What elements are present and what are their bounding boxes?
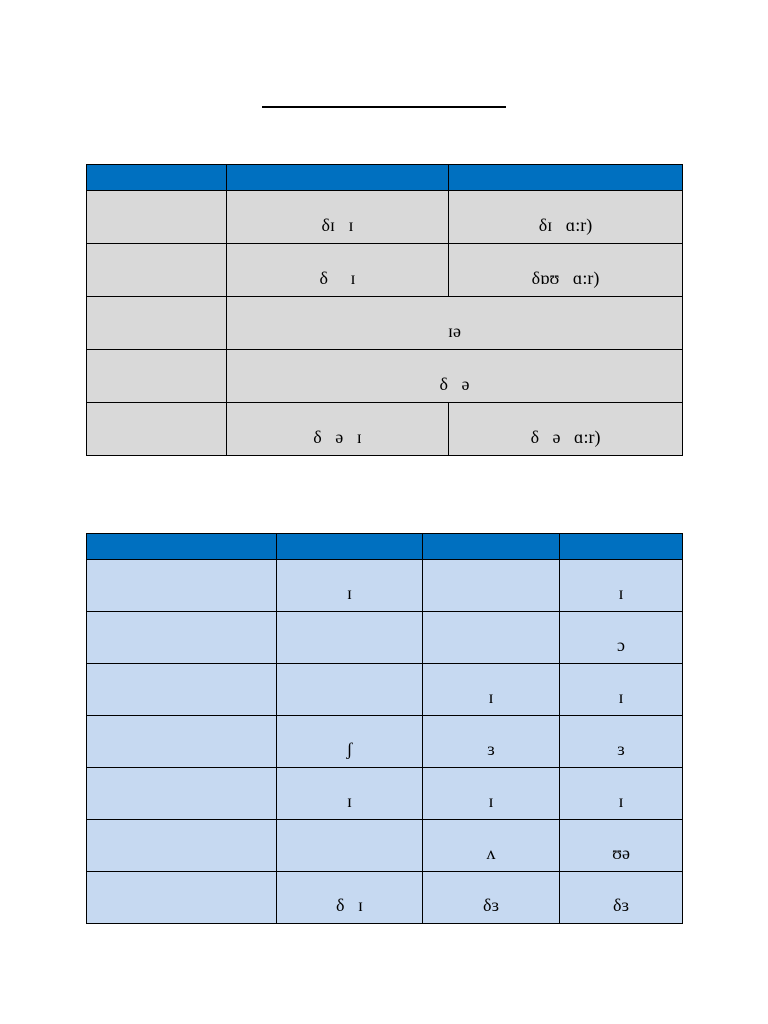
table-b-header-4 xyxy=(560,534,683,560)
table-b-header-1 xyxy=(87,534,277,560)
table-b-cell: ʃ xyxy=(277,716,423,768)
table-a-header-2 xyxy=(227,165,449,191)
table-a-header-1 xyxy=(87,165,227,191)
table-a-row-label xyxy=(87,191,227,244)
table-a-merged-cell: ɪə xyxy=(227,297,683,350)
table-b-cell xyxy=(423,560,560,612)
table-b-header-row xyxy=(87,534,683,560)
table-b-cell: ɪ xyxy=(560,768,683,820)
table-b-row-label xyxy=(87,716,277,768)
table-b-cell: ɪ xyxy=(560,560,683,612)
table-b-row xyxy=(87,768,683,820)
table-b-cell xyxy=(423,612,560,664)
table-b-row-label xyxy=(87,612,277,664)
table-a-cell: δɒʊ ɑ:r) xyxy=(449,244,683,297)
title-underline xyxy=(262,106,506,108)
table-a-cell: δɪ ɪ xyxy=(227,191,449,244)
table-a-row xyxy=(87,297,683,350)
pronunciation-table-b xyxy=(86,533,683,924)
table-b-row xyxy=(87,560,683,612)
table-a-cell: δ ə ɪ xyxy=(227,403,449,456)
table-b-cell: ɪ xyxy=(277,768,423,820)
table-a-cell: δɪ ɑ:r) xyxy=(449,191,683,244)
table-b-cell: ɪ xyxy=(560,664,683,716)
table-b-cell xyxy=(277,664,423,716)
pronunciation-table-a xyxy=(86,164,683,456)
table-b-cell: δɜ xyxy=(560,872,683,924)
table-b-cell: δ ɪ xyxy=(277,872,423,924)
table-a-header-row xyxy=(87,165,683,191)
table-b-cell: ʊə xyxy=(560,820,683,872)
table-a-header-3 xyxy=(449,165,683,191)
table-a-cell: δ ə ɑ:r) xyxy=(449,403,683,456)
table-b-header-2 xyxy=(277,534,423,560)
table-b-cell: ɜ xyxy=(423,716,560,768)
table-a-cell: δ ɪ xyxy=(227,244,449,297)
table-a-row-label xyxy=(87,244,227,297)
table-b-cell xyxy=(277,820,423,872)
table-a-merged-cell: δ ə xyxy=(227,350,683,403)
table-b-row xyxy=(87,716,683,768)
table-b-cell: δɜ xyxy=(423,872,560,924)
table-b-cell: ʌ xyxy=(423,820,560,872)
table-a-row-label xyxy=(87,350,227,403)
table-b-row-label xyxy=(87,768,277,820)
table-a-row-label xyxy=(87,403,227,456)
table-a-row xyxy=(87,350,683,403)
table-b-cell: ɜ xyxy=(560,716,683,768)
table-b-row xyxy=(87,664,683,716)
table-b-row xyxy=(87,820,683,872)
table-b-cell: ɪ xyxy=(277,560,423,612)
table-b-row xyxy=(87,872,683,924)
table-b-cell: ɪ xyxy=(423,768,560,820)
table-a-row xyxy=(87,403,683,456)
table-b-cell: ɔ xyxy=(560,612,683,664)
table-b-cell xyxy=(277,612,423,664)
table-b-row-label xyxy=(87,820,277,872)
table-b-row-label xyxy=(87,664,277,716)
table-b-cell: ɪ xyxy=(423,664,560,716)
table-b-row-label xyxy=(87,560,277,612)
table-b-header-3 xyxy=(423,534,560,560)
table-b-row-label xyxy=(87,872,277,924)
table-a-row-label xyxy=(87,297,227,350)
table-a-row xyxy=(87,244,683,297)
table-a-row xyxy=(87,191,683,244)
table-b-row xyxy=(87,612,683,664)
